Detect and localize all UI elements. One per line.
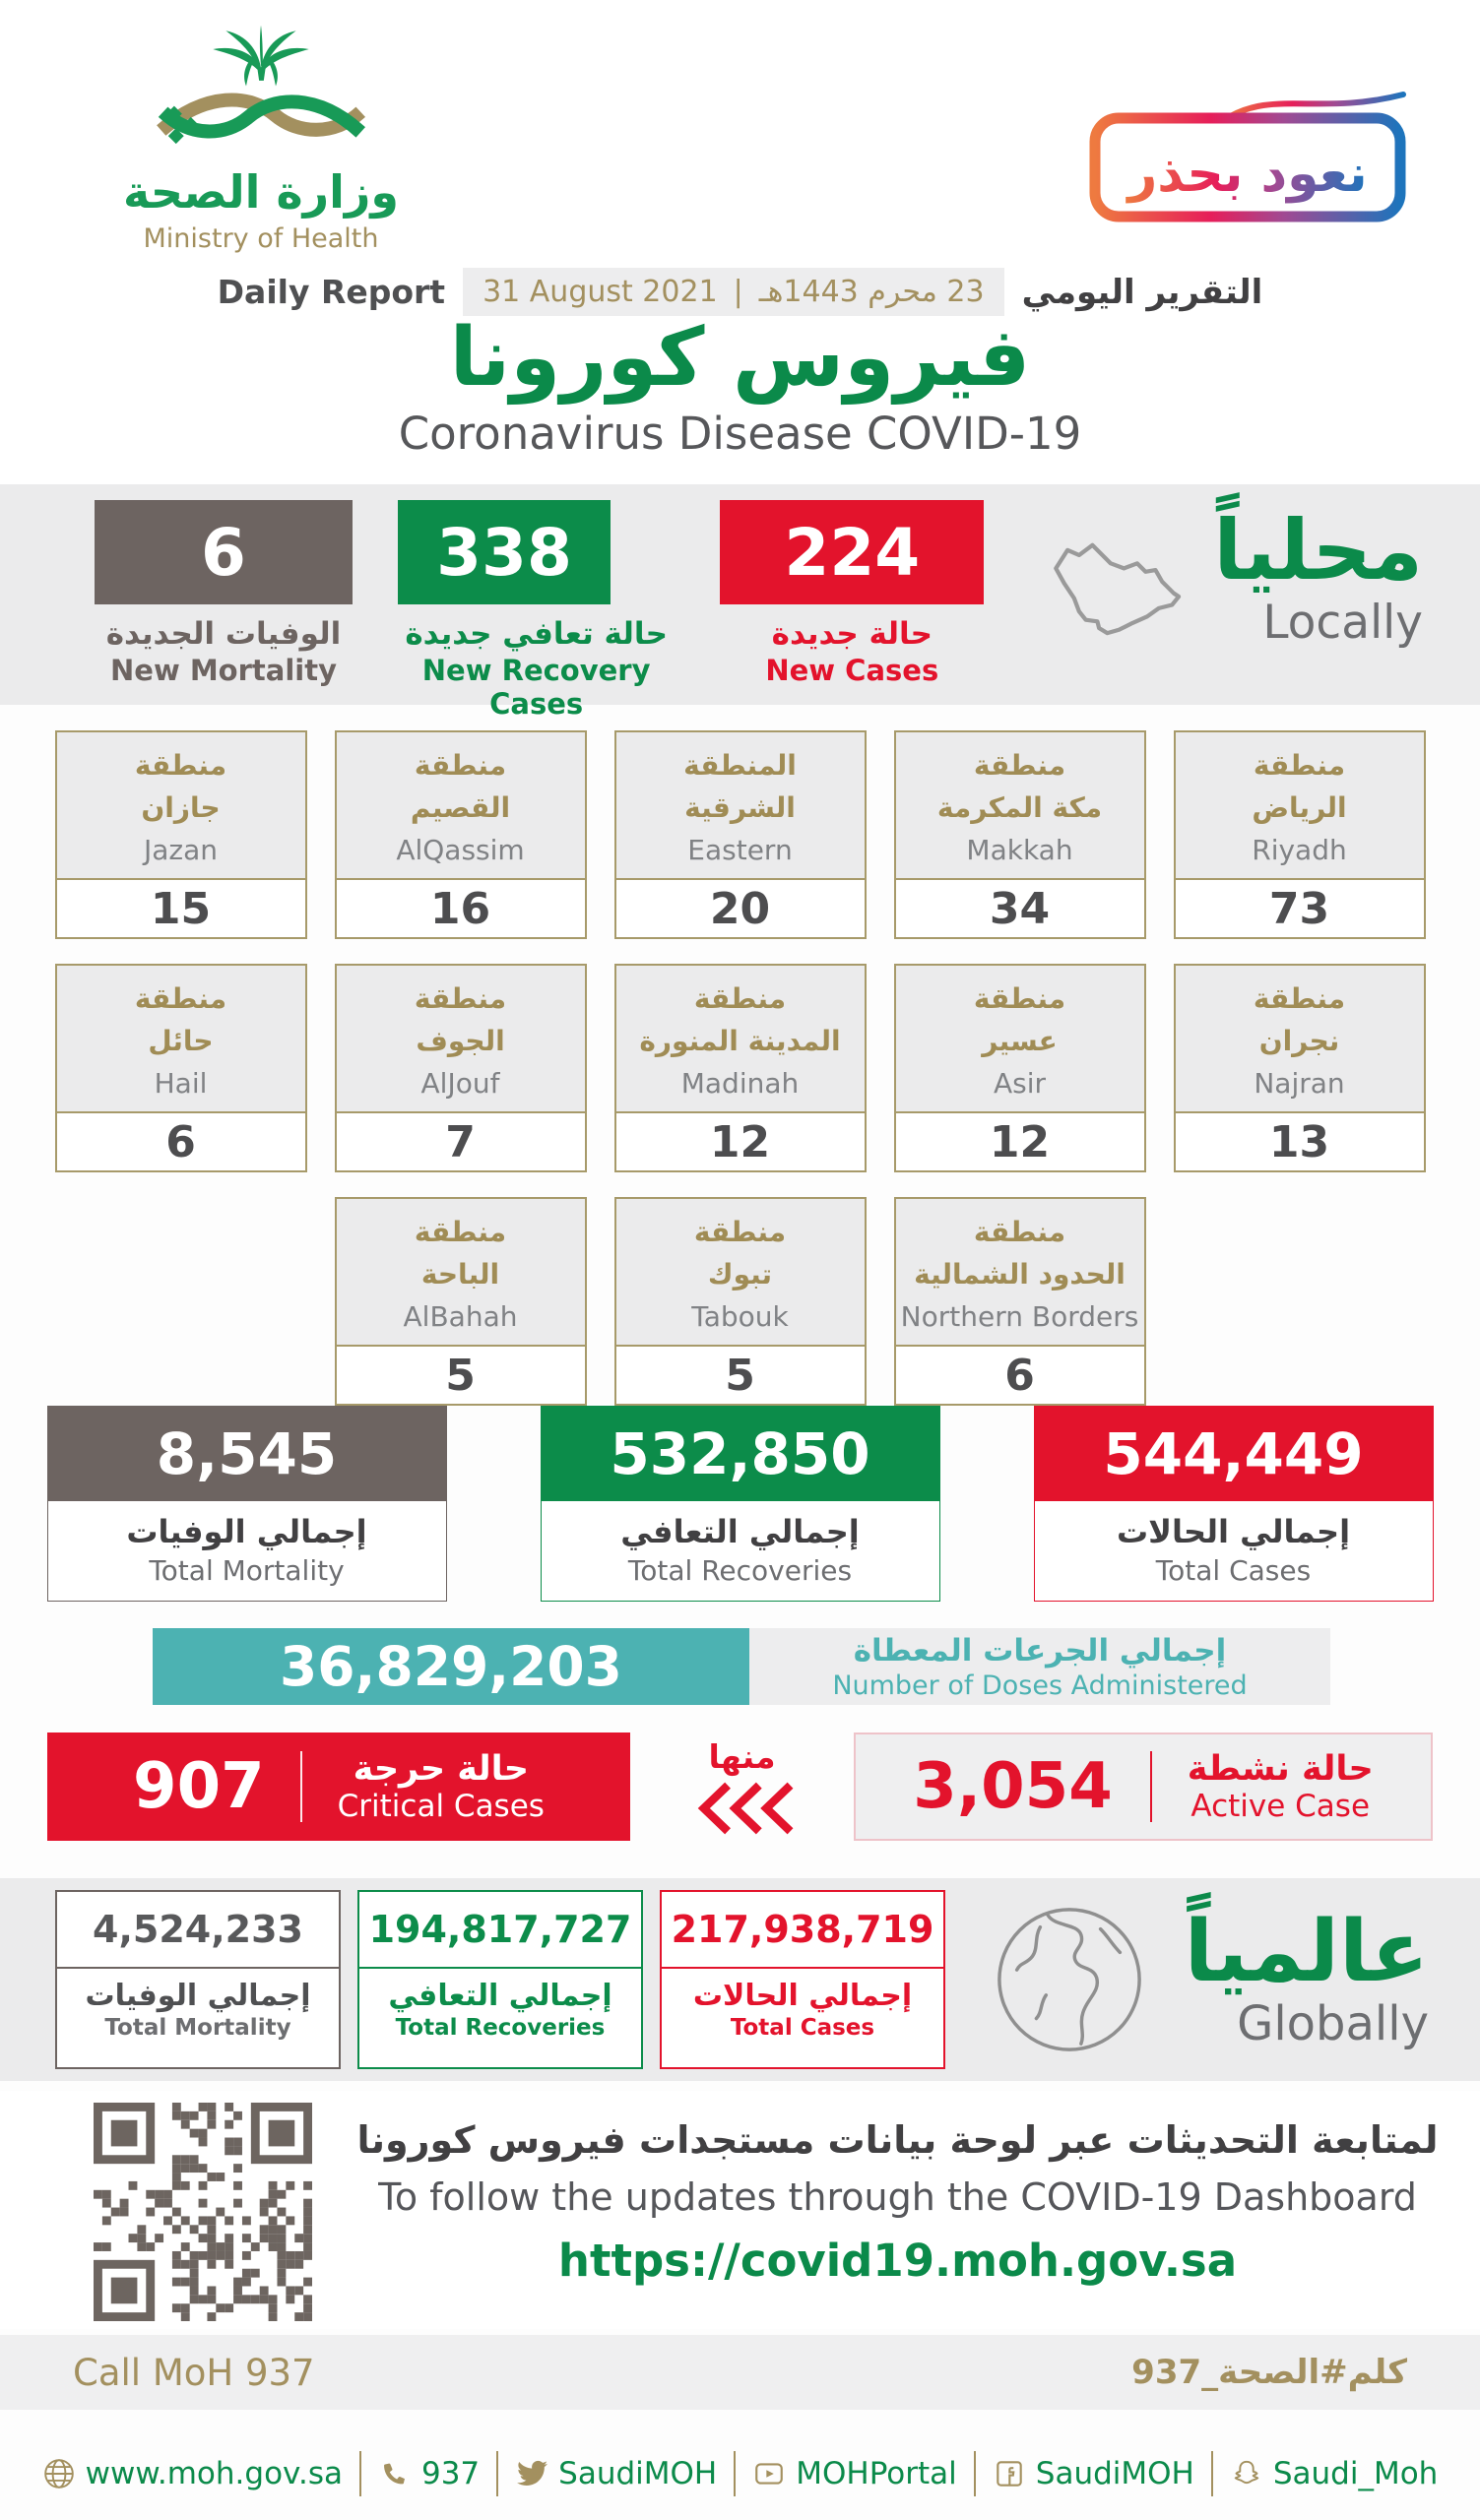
region-name-en: Hail [154, 1066, 208, 1100]
globe-icon [42, 2457, 76, 2490]
region-new-cases: 5 [445, 1350, 476, 1401]
region-name-en: Makkah [966, 833, 1073, 866]
region-name-en: Tabouk [691, 1299, 789, 1333]
region-name-en: Asir [993, 1066, 1047, 1100]
footer-website[interactable] [26, 2456, 359, 2491]
region-new-cases: 12 [709, 1116, 771, 1167]
active-cases-label-en: Active Case [1190, 1789, 1371, 1824]
region-name-ar: منطقة الرياض [1252, 749, 1347, 825]
region-new-cases: 20 [709, 883, 771, 934]
region-name-ar: المنطقة الشرقية [683, 749, 797, 825]
total-mortality-value: 8,545 [48, 1407, 446, 1501]
dashboard-line-ar: لمتابعة التحديثات عبر لوحة بيانات مستجدات فيروس كورونا [356, 2118, 1439, 2162]
total-cases-label-en: Total Cases [1155, 1554, 1312, 1587]
active-cases-box [854, 1732, 1433, 1841]
region-new-cases: 7 [445, 1116, 476, 1167]
doses-label-en: Number of Doses Administered [832, 1670, 1248, 1701]
divider [1150, 1751, 1152, 1822]
total-recoveries-value: 532,850 [542, 1407, 939, 1501]
region-card-albahah [335, 1197, 587, 1406]
region-name-en: AlBahah [403, 1299, 518, 1333]
new-recovery-value: 338 [398, 500, 611, 604]
region-card-asir [894, 964, 1146, 1172]
date-separator: | [733, 275, 743, 309]
globally-label [1184, 1902, 1429, 2052]
region-name-ar: منطقة تبوك [693, 1216, 787, 1292]
active-cases-value: 3,054 [913, 1750, 1113, 1823]
date-hijri: 23 محرم 1443هـ [758, 275, 985, 309]
region-name-en: AlQassim [396, 833, 525, 866]
phone-icon [378, 2457, 412, 2490]
region-card-makkah [894, 730, 1146, 939]
new-mortality-label-en: New Mortality [110, 654, 337, 687]
dashboard-section [0, 2091, 1480, 2329]
region-new-cases: 5 [725, 1350, 755, 1401]
locally-section [0, 484, 1480, 721]
active-cases-label-ar: حالة نشطة [1187, 1749, 1374, 1789]
region-name-ar: منطقة القصيم [410, 749, 511, 825]
new-recovery-label-en: New Recovery Cases [421, 654, 651, 721]
region-name-ar: منطقة الحدود الشمالية [914, 1216, 1126, 1292]
call-moh-arabic: كلم#الصحة_937 [1131, 2353, 1407, 2392]
youtube-icon [752, 2457, 786, 2490]
doses-label-ar: إجمالي الجرعات المعطاة [853, 1632, 1227, 1669]
divider [300, 1751, 302, 1822]
total-cases-label-ar: إجمالي الحالات [1116, 1513, 1351, 1550]
call-moh-english: Call MoH 937 [73, 2351, 315, 2394]
total-cases-value: 544,449 [1035, 1407, 1433, 1501]
new-recovery-stat [398, 500, 675, 721]
global-recoveries-label-en: Total Recoveries [395, 2015, 606, 2041]
global-mortality-label-en: Total Mortality [104, 2015, 291, 2041]
global-recoveries-value: 194,817,727 [359, 1892, 641, 1969]
region-name-ar: منطقة الباحة [414, 1216, 507, 1292]
date-gregorian: 31 August 2021 [483, 275, 718, 309]
region-card-jazan [55, 730, 307, 939]
region-name-ar: منطقة نجران [1253, 982, 1346, 1058]
global-mortality-value: 4,524,233 [57, 1892, 339, 1969]
regions-row-1 [0, 730, 1480, 939]
region-new-cases: 34 [989, 883, 1051, 934]
regions-grid [0, 730, 1480, 1430]
daily-report-english: Daily Report [217, 273, 446, 311]
region-card-hail [55, 964, 307, 1172]
global-mortality-card [55, 1890, 341, 2069]
twitter-icon [515, 2457, 548, 2490]
global-cases-value: 217,938,719 [662, 1892, 943, 1969]
locally-label-english: Locally [1262, 595, 1423, 650]
region-new-cases: 15 [150, 883, 212, 934]
region-new-cases: 13 [1268, 1116, 1330, 1167]
footer-phone[interactable] [361, 2456, 496, 2491]
global-cases-label-ar: إجمالي الحالات [692, 1979, 913, 2013]
doses-administered-bar [153, 1628, 1330, 1705]
region-card-madinah [614, 964, 867, 1172]
snapchat-icon [1230, 2457, 1263, 2490]
region-card-aljouf [335, 964, 587, 1172]
regions-row-2 [0, 964, 1480, 1172]
new-cases-label-ar: حالة جديدة [771, 616, 933, 652]
region-name-en: Madinah [680, 1066, 800, 1100]
global-cases-label-en: Total Cases [730, 2015, 875, 2041]
total-recoveries-label-en: Total Recoveries [627, 1554, 853, 1587]
region-name-en: AlJouf [420, 1066, 500, 1100]
footer-facebook-text: SaudiMOH [1035, 2456, 1194, 2491]
footer-snapchat-text: Saudi_Moh [1272, 2456, 1439, 2491]
call-bar [0, 2335, 1480, 2410]
of-which-indicator [687, 1737, 798, 1837]
total-mortality-label-en: Total Mortality [149, 1554, 345, 1587]
daily-report-arabic: التقرير اليومي [1021, 272, 1263, 312]
region-name-ar: منطقة الجوف [414, 982, 507, 1058]
region-new-cases: 6 [165, 1116, 196, 1167]
footer-website-text: www.moh.gov.sa [85, 2456, 343, 2491]
region-card-riyadh [1174, 730, 1426, 939]
header [0, 0, 1480, 484]
globe-icon [992, 1902, 1147, 2057]
new-mortality-label-ar: الوفيات الجديدة [105, 616, 342, 652]
doses-label [749, 1628, 1330, 1705]
region-card-northern-borders [894, 1197, 1146, 1406]
region-name-ar: منطقة جازان [134, 749, 227, 825]
ministry-name-arabic: وزارة الصحة [123, 165, 399, 219]
globally-label-english: Globally [1237, 1996, 1429, 2052]
local-totals-row [0, 1406, 1480, 1602]
region-name-en: Riyadh [1252, 833, 1347, 866]
critical-active-row [47, 1732, 1433, 1841]
critical-cases-box [47, 1732, 630, 1841]
region-new-cases: 12 [989, 1116, 1051, 1167]
footer-twitter[interactable] [498, 2456, 734, 2491]
new-mortality-value: 6 [95, 500, 353, 604]
regions-row-3 [0, 1197, 1480, 1406]
region-card-eastern [614, 730, 867, 939]
of-which-label-ar: منها [708, 1736, 776, 1776]
region-name-ar: منطقة مكة المكرمة [936, 749, 1103, 825]
locally-label [1213, 500, 1423, 650]
saudi-arabia-map-outline [1031, 504, 1205, 679]
report-title-line [0, 268, 1480, 316]
qr-code [94, 2103, 312, 2321]
region-new-cases: 73 [1268, 883, 1330, 934]
global-recoveries-card [357, 1890, 643, 2069]
region-name-en: Jazan [143, 833, 219, 866]
left-chevrons-icon [687, 1780, 798, 1837]
critical-cases-label-ar: حالة حرجة [353, 1749, 529, 1789]
return-with-caution-badge [1084, 85, 1411, 230]
new-cases-stat [720, 500, 984, 687]
globally-label-arabic: عالمياً [1184, 1902, 1429, 2001]
global-recoveries-label-ar: إجمالي التعافي [388, 1979, 612, 2013]
dashboard-line-en: To follow the updates through the COVID-19 Dashboard [378, 2175, 1417, 2219]
new-recovery-label-ar: حالة تعافي جديدة [405, 616, 668, 652]
doses-value: 36,829,203 [153, 1628, 749, 1705]
region-new-cases: 16 [429, 883, 491, 934]
new-cases-value: 224 [720, 500, 984, 604]
new-cases-label-en: New Cases [765, 654, 939, 687]
total-recoveries-label-ar: إجمالي التعافي [620, 1513, 860, 1550]
region-card-tabouk [614, 1197, 867, 1406]
footer-snapchat[interactable] [1213, 2456, 1454, 2491]
page-title-arabic: فيروس كورونا [449, 311, 1031, 405]
dashboard-link[interactable]: https://covid19.moh.gov.sa [557, 2235, 1238, 2287]
badge-text: نعود بحذر [1127, 145, 1368, 204]
total-mortality-label-ar: إجمالي الوفيات [126, 1513, 367, 1550]
locally-label-arabic: محلياً [1213, 502, 1423, 598]
moh-logo-icon [138, 20, 384, 167]
region-name-ar: منطقة المدينة المنورة [639, 982, 841, 1058]
total-recoveries-card [541, 1406, 940, 1602]
region-name-en: Eastern [687, 833, 793, 866]
footer-youtube-text: MOHPortal [796, 2456, 957, 2491]
critical-cases-label-en: Critical Cases [337, 1789, 545, 1824]
region-name-ar: منطقة عسير [973, 982, 1066, 1058]
footer-phone-text: 937 [420, 2456, 481, 2491]
region-card-alqassim [335, 730, 587, 939]
footer-facebook[interactable] [976, 2456, 1211, 2491]
moh-logo [98, 20, 423, 254]
region-new-cases: 6 [1004, 1350, 1035, 1401]
page-title-english: Coronavirus Disease COVID-19 [398, 408, 1082, 460]
region-name-en: Najran [1254, 1066, 1345, 1100]
dashboard-text [354, 2118, 1441, 2287]
global-mortality-label-ar: إجمالي الوفيات [85, 1979, 311, 2013]
region-name-ar: منطقة حائل [134, 982, 227, 1058]
critical-cases-value: 907 [133, 1750, 265, 1823]
region-card-najran [1174, 964, 1426, 1172]
total-mortality-card [47, 1406, 447, 1602]
footer-youtube[interactable] [736, 2456, 974, 2491]
globally-section [0, 1878, 1480, 2081]
new-mortality-stat [95, 500, 353, 687]
footer-twitter-text: SaudiMOH [558, 2456, 718, 2491]
date-chip [463, 268, 1004, 316]
total-cases-card [1034, 1406, 1434, 1602]
region-name-en: Northern Borders [900, 1299, 1139, 1333]
ministry-name-english: Ministry of Health [143, 222, 379, 254]
facebook-icon [993, 2457, 1026, 2490]
footer-contacts [0, 2451, 1480, 2496]
global-cases-card [660, 1890, 945, 2069]
